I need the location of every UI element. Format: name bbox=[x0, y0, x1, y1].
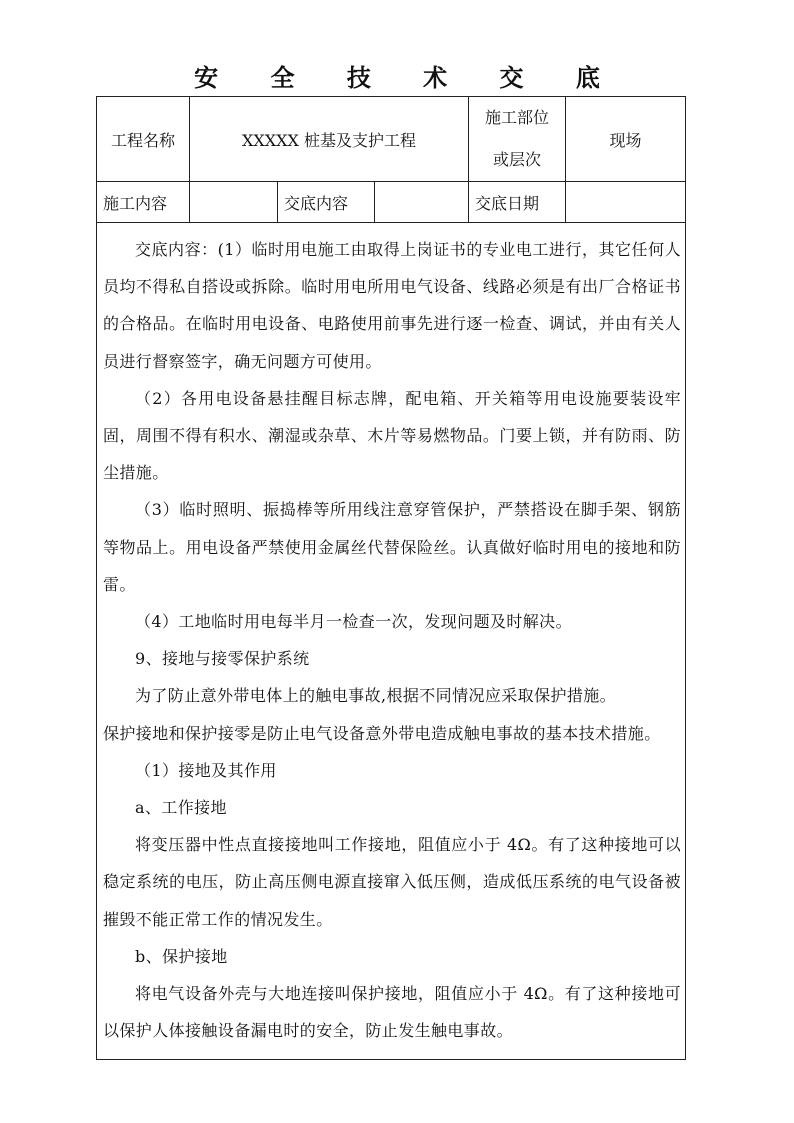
body-paragraph: （4）工地临时用电每半月一检查一次，发现问题及时解决。 bbox=[135, 612, 572, 632]
body-paragraph: 保护接地和保护接零是防止电气设备意外带电造成触电事故的基本技术措施。 bbox=[103, 723, 661, 743]
briefing-table bbox=[96, 96, 686, 1060]
body-paragraph: 为了防止意外带电体上的触电事故,根据不同情况应采取保护措施。 bbox=[135, 686, 617, 706]
project-name-label: 工程名称 bbox=[97, 97, 190, 182]
project-name-value: XXXXX 桩基及支护工程 bbox=[190, 97, 469, 182]
header-row-project bbox=[97, 97, 686, 182]
briefing-content-label: 交底内容 bbox=[278, 182, 375, 223]
body-paragraph: 交底内容：(1）临时用电施工由取得上岗证书的专业电工进行，其它任何人员均不得私自搭设或拆除。临时用电所用电气设备、线路必须是有出厂合格证书的合格品。在临时用电设备、电路使用前事先进行逐一检查、调试，并由有关人员进行督察签字，确无问题方可使用。 bbox=[103, 240, 682, 371]
body-paragraph: （3）临时照明、振捣棒等所用线注意穿管保护，严禁搭设在脚手架、钢筋等物品上。用电设备严禁使用金属丝代替保险丝。认真做好临时用电的接地和防雷。 bbox=[103, 500, 682, 594]
construction-content-label: 施工内容 bbox=[97, 182, 190, 223]
body-row bbox=[97, 223, 686, 1060]
briefing-date-value bbox=[566, 182, 686, 223]
section-heading: 9、接地与接零保护系统 bbox=[135, 649, 310, 669]
location-label-line1: 施工部位 bbox=[485, 108, 550, 127]
item-heading: b、保护接地 bbox=[135, 946, 228, 966]
header-row-content bbox=[97, 182, 686, 223]
location-label-line2: 或层次 bbox=[493, 150, 542, 169]
body-paragraph: （2）各用电设备悬挂醒目标志牌，配电箱、开关箱等用电设施要装设牢固，周围不得有积水、潮湿或杂草、木片等易燃物品。门要上锁，并有防雨、防尘措施。 bbox=[103, 388, 682, 483]
location-value: 现场 bbox=[566, 97, 686, 182]
page-title: 安 全 技 术 交 底 bbox=[194, 63, 622, 92]
briefing-date-label: 交底日期 bbox=[469, 182, 566, 223]
body-paragraph: 将电气设备外壳与大地连接叫保护接地，阻值应小于 4Ω。有了这种接地可以保护人体接触设备漏电时的安全，防止发生触电事故。 bbox=[103, 984, 682, 1041]
body-paragraph: 将变压器中性点直接接地叫工作接地，阻值应小于 4Ω。有了这种接地可以稳定系统的电压，防止高压侧电源直接窜入低压侧，造成低压系统的电气设备被摧毁不能正常工作的情况发生。 bbox=[103, 835, 682, 929]
subsection-heading: （1）接地及其作用 bbox=[135, 760, 277, 780]
construction-content-value bbox=[190, 182, 278, 223]
location-label bbox=[469, 97, 566, 182]
item-heading: a、工作接地 bbox=[135, 798, 227, 818]
briefing-content-value bbox=[375, 182, 469, 223]
briefing-body bbox=[97, 223, 686, 1060]
